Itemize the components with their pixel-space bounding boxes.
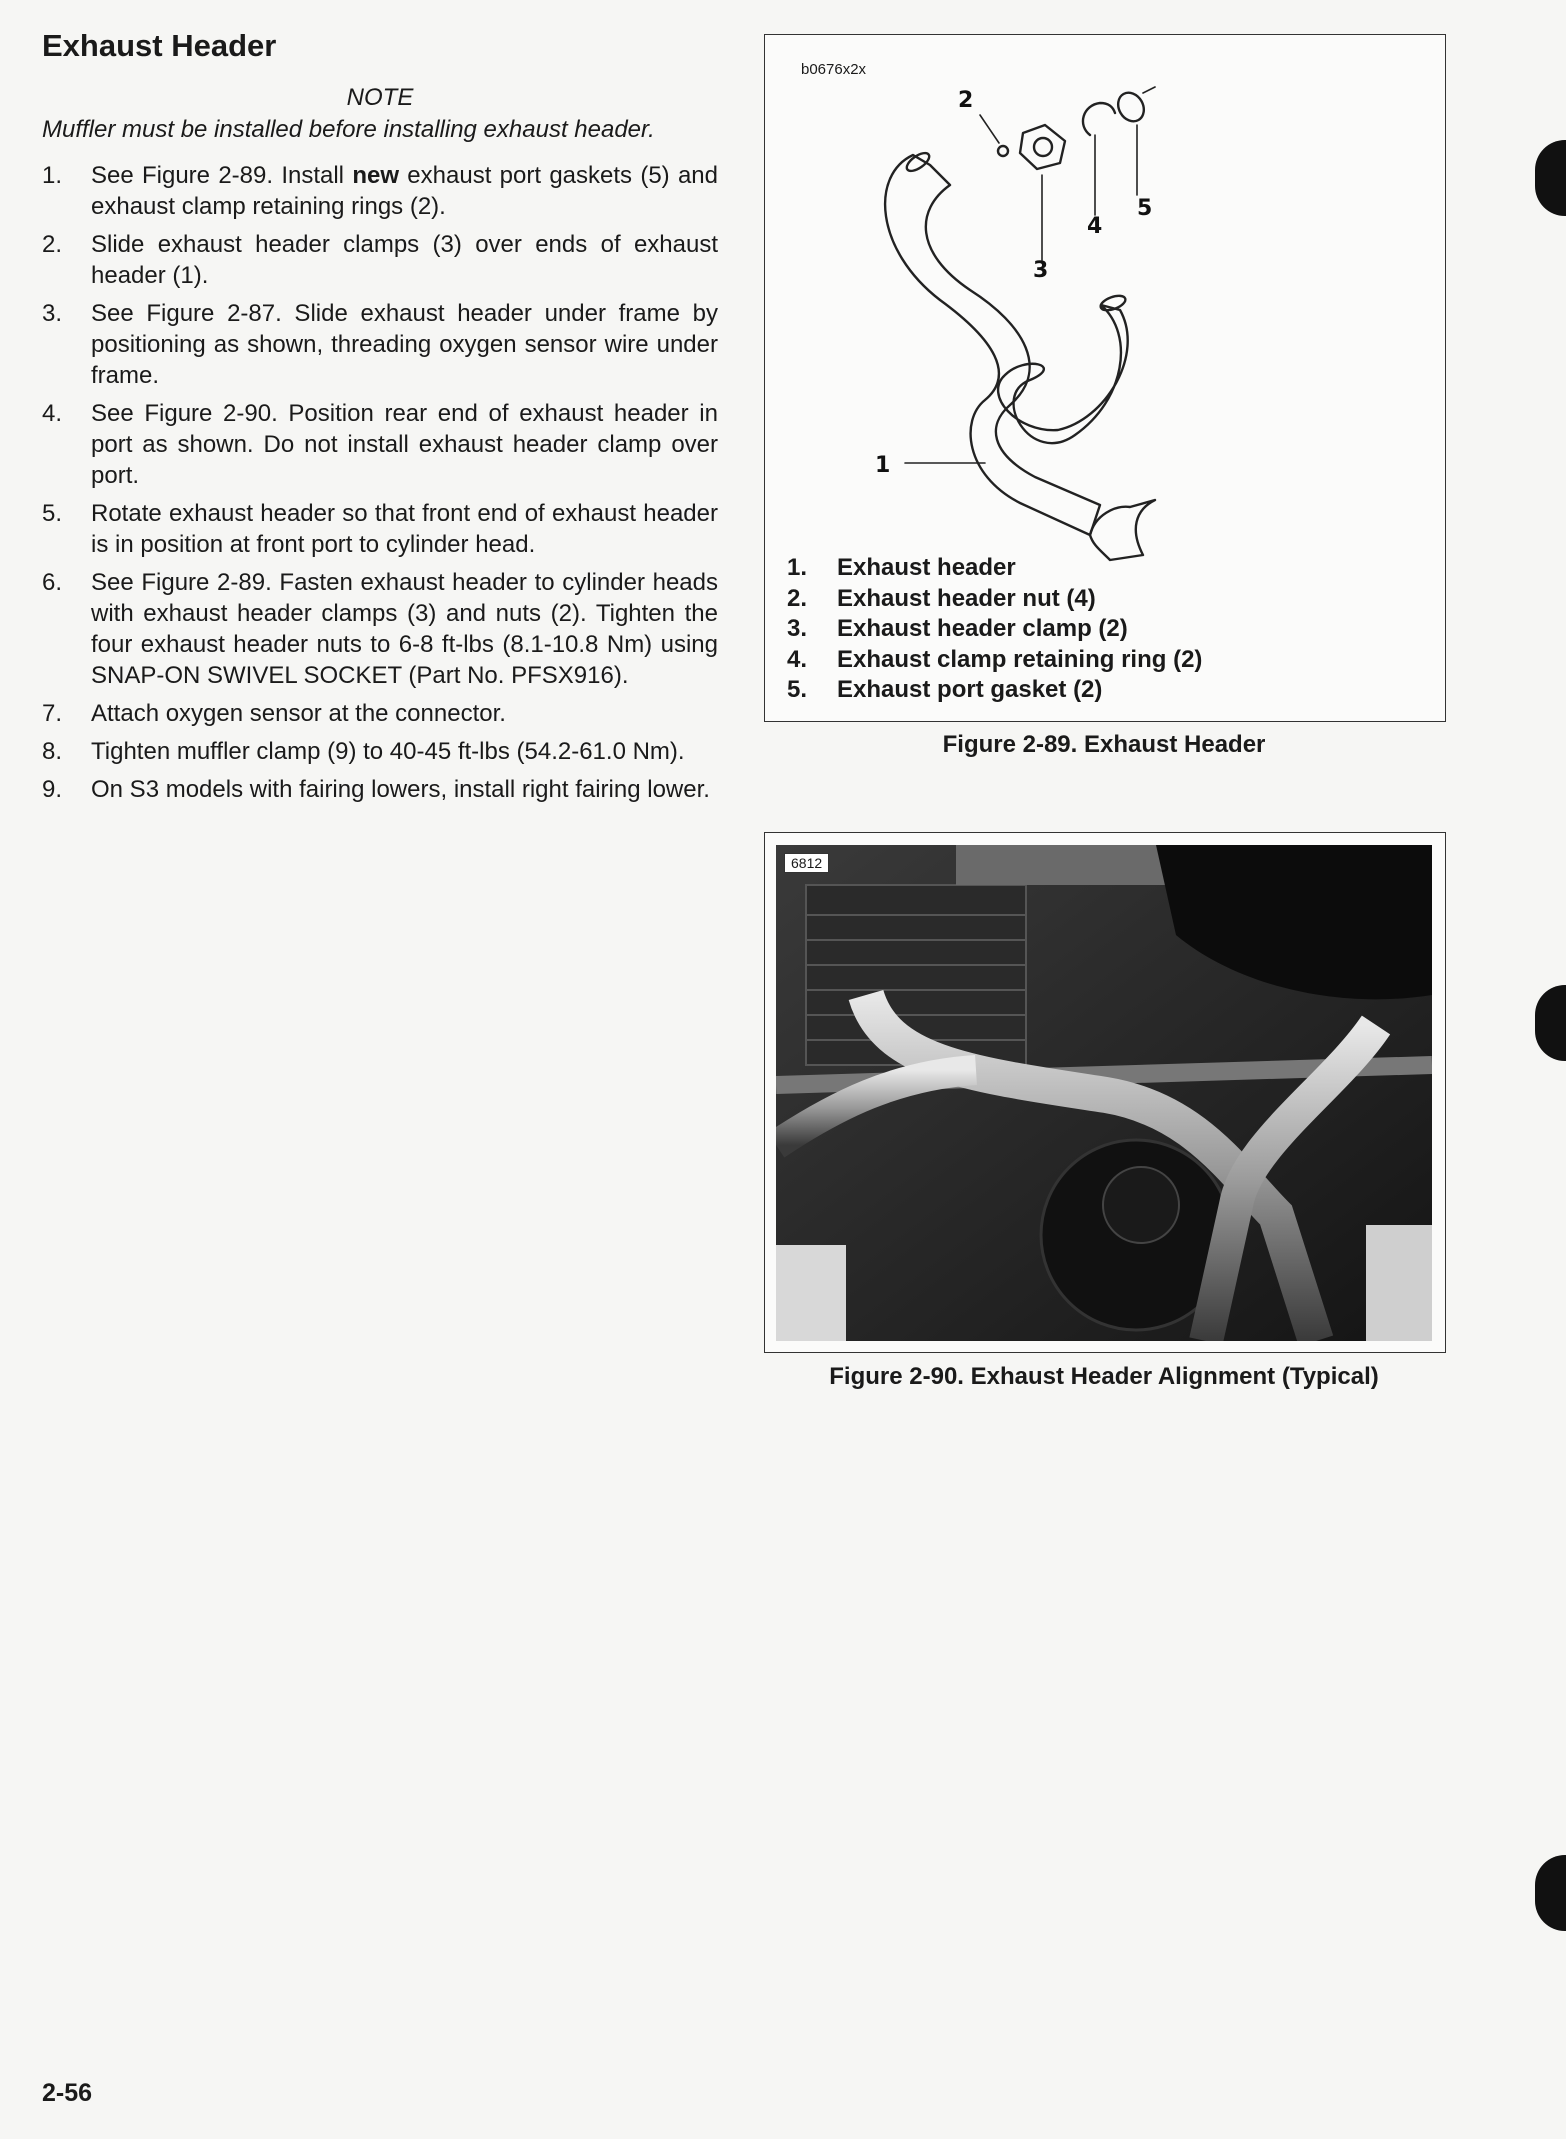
figure-caption: Figure 2-89. Exhaust Header [942,731,1266,758]
step-number: 7. [42,700,63,727]
step-text: Tighten muffler clamp (9) to 40-45 ft-lbs (54.2-61.0 Nm). [91,738,685,765]
drawing-id: b0676x2x [801,61,867,78]
callout-3: 3 [1033,258,1049,283]
binder-tab-marker [1535,140,1566,216]
retaining-ring-shape [1083,103,1115,135]
legend-item: 2. Exhaust header nut (4) [787,584,1096,612]
binder-tab-marker [1535,1855,1566,1931]
page-number: 2-56 [42,2079,93,2107]
step-number: 4. [42,400,63,427]
callout-4: 4 [1087,214,1103,239]
section-title: Exhaust Header [42,28,277,63]
step-item [42,498,718,560]
legend-item: 1. Exhaust header [787,554,1016,581]
step-text: Slide exhaust header clamps (3) over ends of exhaust header (1). [91,231,718,289]
step-item [42,736,718,767]
engine-photo-illustration [776,845,1432,1341]
figure-legend [787,553,1202,706]
step-number: 6. [42,569,63,596]
step-number: 1. [42,162,63,189]
procedure-steps [42,160,718,812]
step-text: See Figure 2-89. Fasten exhaust header to cylinder heads with exhaust header clamps (3) and nuts (2). Tighten the four exhaust header nuts to 6-8 ft-lbs (8.1-10.8 Nm) using SNAP-ON SWIVEL SOCKET (Part No. PFSX916). [91,569,718,689]
step-number: 2. [42,231,63,258]
legend-item: 5. Exhaust port gasket (2) [787,676,1103,703]
step-number: 5. [42,500,63,527]
step-text: See Figure 2-90. Position rear end of exhaust header in port as shown. Do not install exhaust header clamp over port. [91,400,718,489]
step-number: 8. [42,738,63,765]
step-item [42,567,718,691]
step-item [42,774,718,805]
step-text: Rotate exhaust header so that front end of exhaust header is in position at front port to cylinder head. [91,500,718,558]
emphasis-text: new [352,162,400,189]
step-item [42,229,718,291]
step-number: 9. [42,776,63,803]
step-item [42,298,718,391]
exhaust-header-rear-tube [998,305,1128,443]
step-item [42,698,718,729]
legend-item: 4. Exhaust clamp retaining ring (2) [787,645,1203,673]
figure-caption: Figure 2-90. Exhaust Header Alignment (Typical) [829,1363,1379,1390]
step-text: See Figure 2-89. Install new exhaust port gaskets (5) and exhaust clamp retaining rings (2). [91,162,718,220]
exhaust-header-front-tube [885,155,1103,535]
binder-tab-marker [1535,985,1566,1061]
figure-exhaust-header-diagram [764,34,1446,722]
callout-1: 1 [875,453,891,478]
engine-photo [776,845,1432,1341]
step-text: Attach oxygen sensor at the connector. [91,700,506,727]
step-number: 3. [42,300,63,327]
step-item [42,160,718,222]
note-heading: NOTE [346,84,414,111]
step-text: On S3 models with fairing lowers, install right fairing lower. [91,776,710,803]
note-text: Muffler must be installed before installing exhaust header. [42,116,655,143]
legend-item: 3. Exhaust header clamp (2) [787,615,1128,642]
photo-id: 6812 [784,853,829,873]
exhaust-header-clamp-shape [1020,125,1065,169]
step-item [42,398,718,491]
figure-exhaust-alignment-photo [764,832,1446,1353]
step-text: See Figure 2-87. Slide exhaust header under frame by positioning as shown, threading oxygen sensor wire under frame. [91,300,718,389]
callout-2: 2 [958,88,974,113]
callout-5: 5 [1137,196,1153,221]
